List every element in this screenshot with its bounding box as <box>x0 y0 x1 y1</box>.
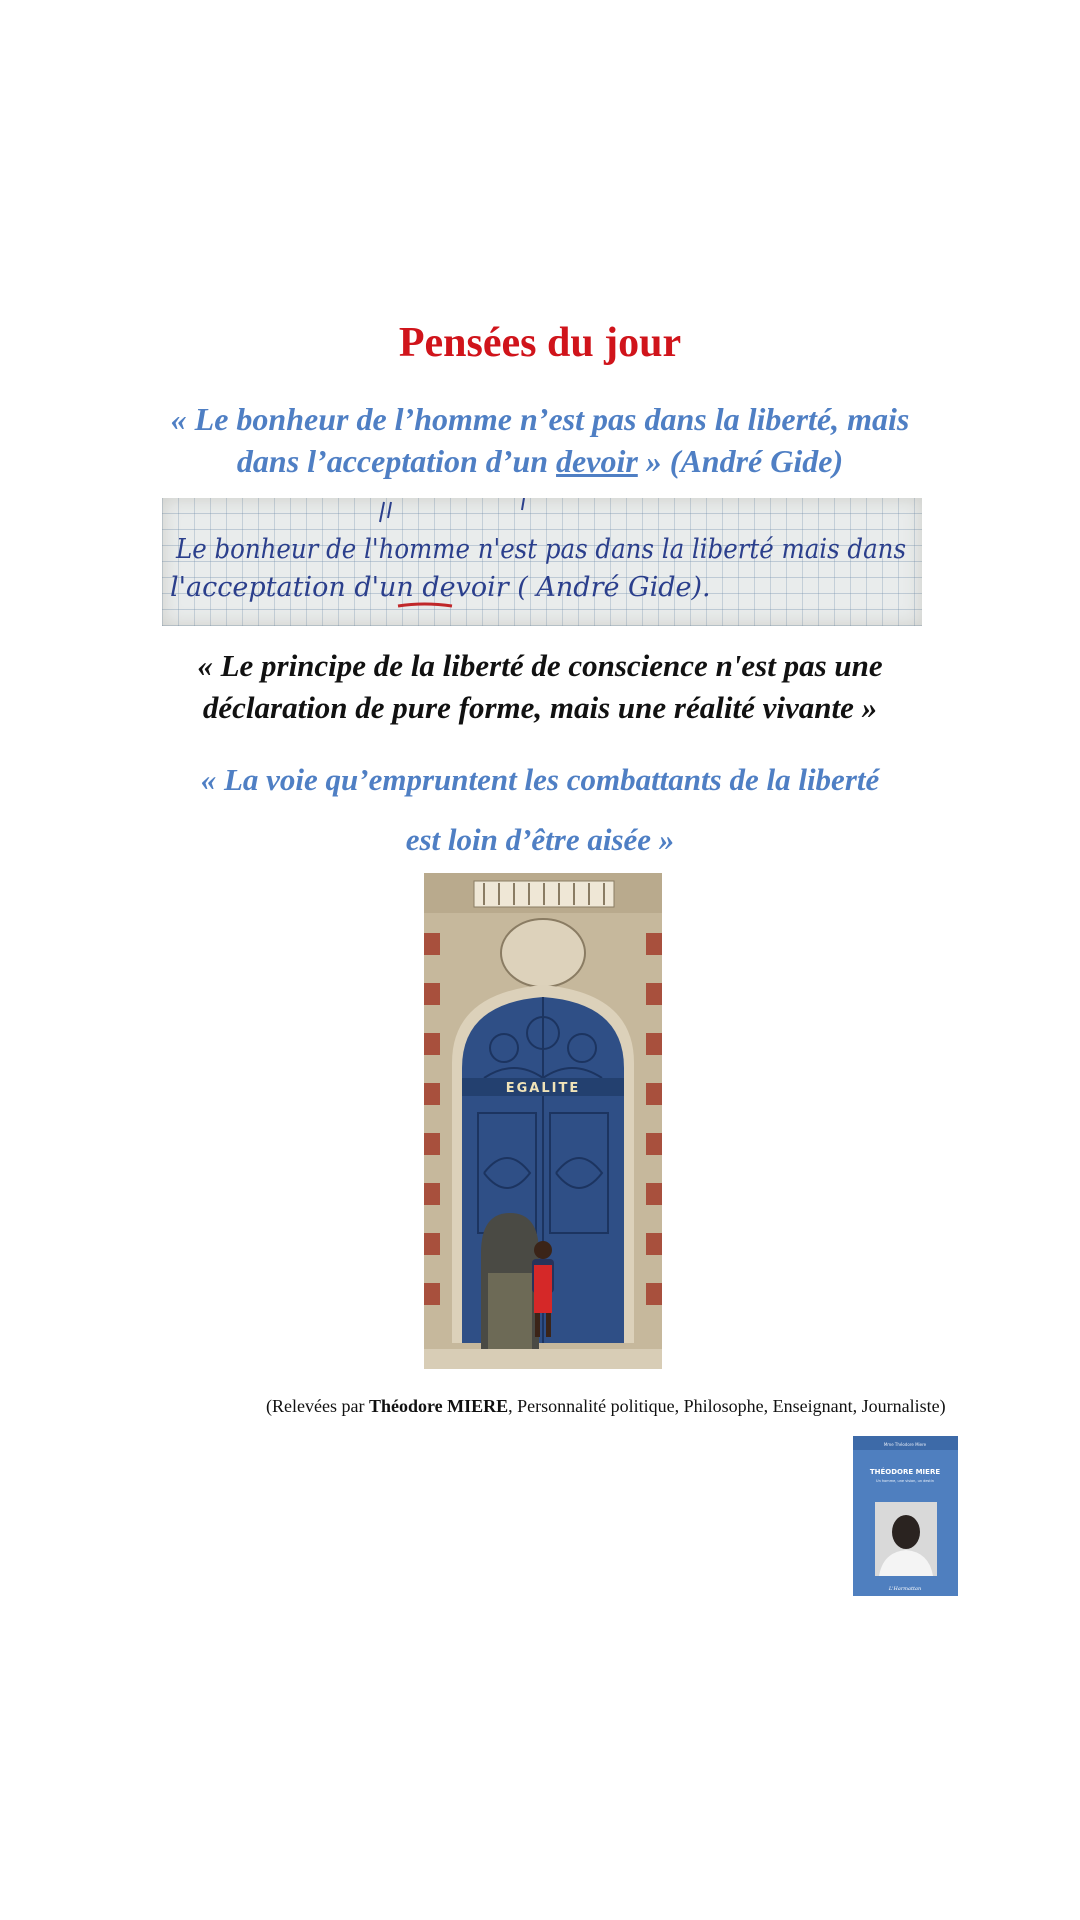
handwritten-underlined-word: devoir <box>422 572 509 603</box>
handwritten-line-2-start: l'acceptation d'un <box>170 572 423 603</box>
credit-prefix: (Relevées par <box>266 1396 369 1416</box>
book-cover-image <box>853 1436 958 1596</box>
credit-line <box>266 1394 966 1418</box>
quote-combattants-line-1: « La voie qu’empruntent les combattants de la liberté <box>200 762 880 797</box>
credit-suffix: , Personnalité politique, Philosophe, Enseignant, Journaliste) <box>508 1396 946 1416</box>
door-inscription: EGALITE <box>505 1081 581 1096</box>
door-photo <box>424 873 662 1369</box>
handwritten-line-1: Le bonheur de l'homme n'est pas dans la liberté mais dans <box>175 534 907 565</box>
handwritten-line-2 <box>170 572 711 603</box>
quote-gide-text: « Le bonheur de l’homme n’est pas dans la liberté, mais dans l’acceptation d’un <box>170 401 910 479</box>
quote-combattants <box>140 750 940 870</box>
book-title: THÉODORE MIERE <box>869 1468 941 1476</box>
handwritten-line-2-end: ( André Gide). <box>508 572 711 603</box>
quote-combattants-line-2: est loin d’être aisée » <box>405 822 675 857</box>
quote-conscience: « Le principe de la liberté de conscience n'est pas une déclaration de pure forme, mais une réalité vivante » <box>197 648 883 725</box>
book-top-line: Mme Théodore Miere <box>883 1442 927 1447</box>
quote-gide-underlined-word: devoir <box>556 443 638 479</box>
book-subtitle: Un homme, une vision, un destin <box>876 1479 934 1483</box>
quote-gide-attribution: » (André Gide) <box>637 443 844 479</box>
quote-gide <box>140 398 940 482</box>
page-title: Pensées du jour <box>398 320 682 366</box>
handwritten-note-image <box>162 498 922 626</box>
credit-author-name: Théodore MIERE <box>368 1396 509 1416</box>
book-publisher: L'Harmattan <box>888 1586 922 1592</box>
